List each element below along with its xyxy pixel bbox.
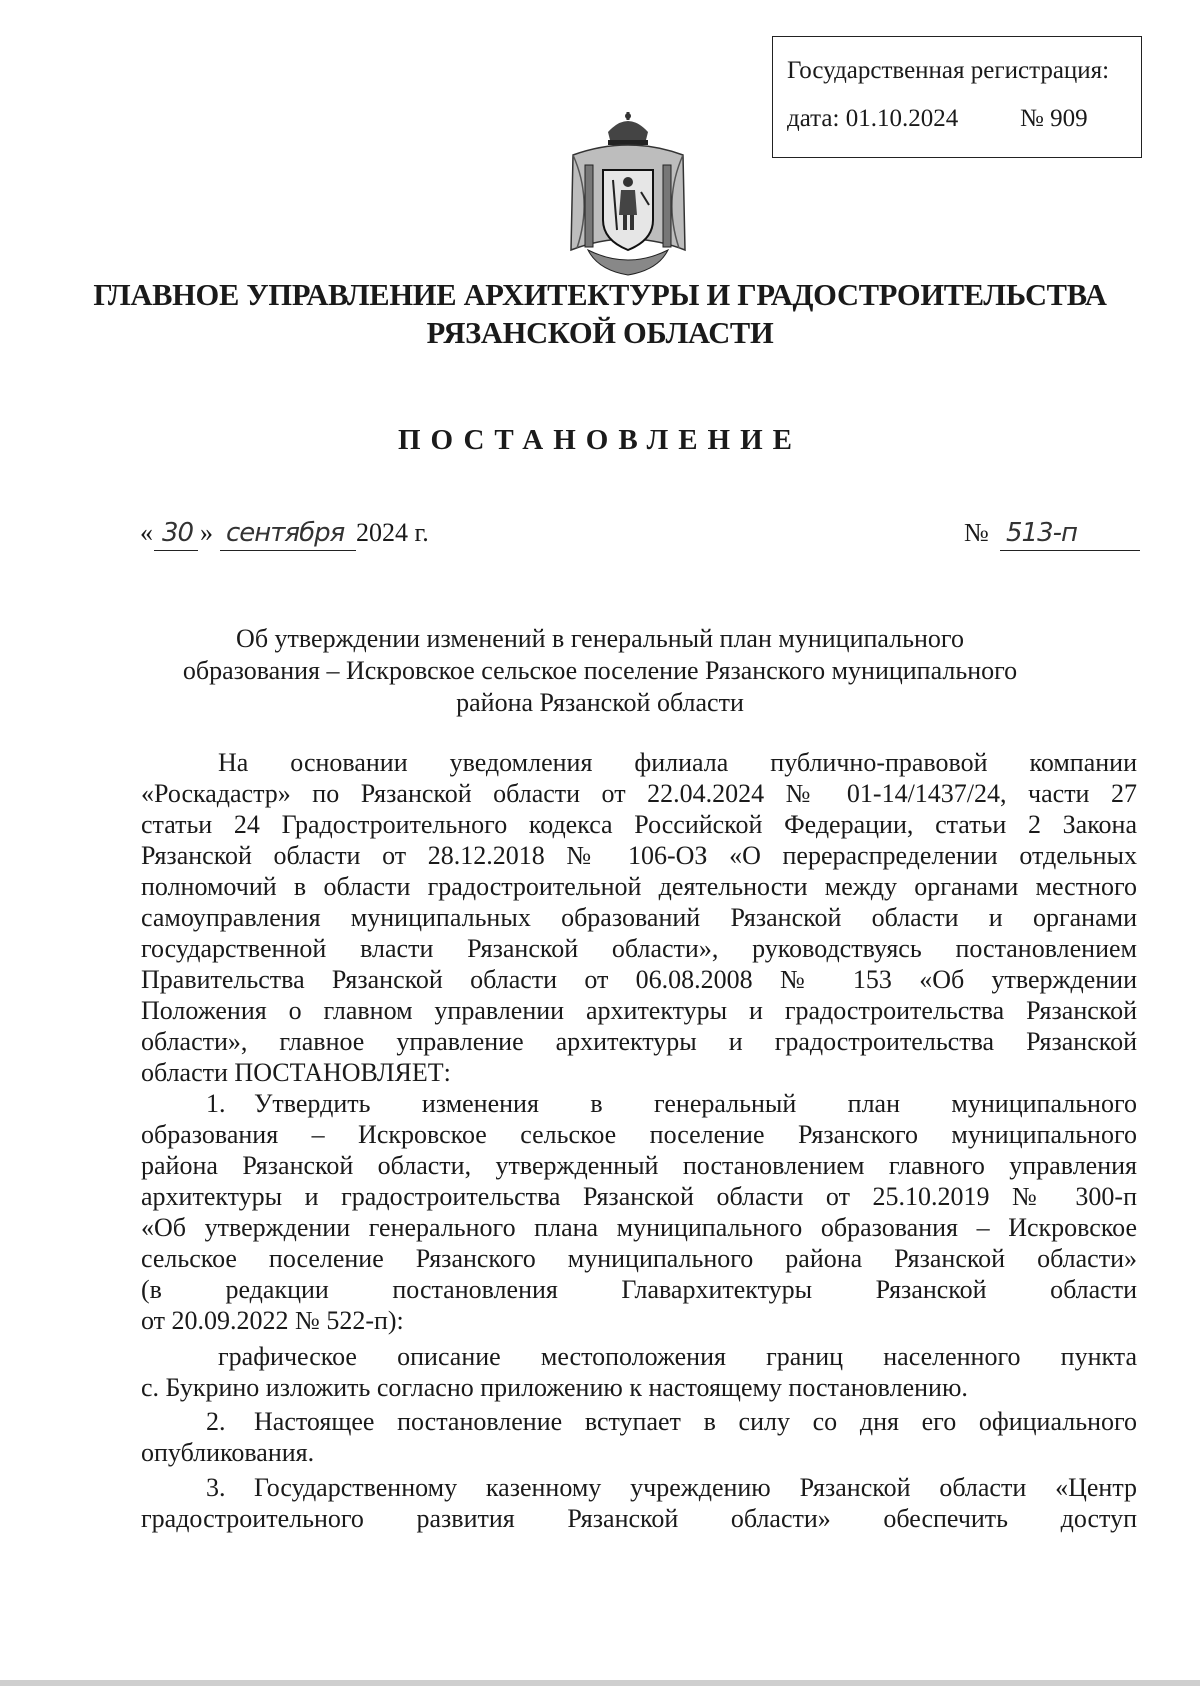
- item-1-sub-line: с. Букрино изложить согласно приложению к настоящему постановлению.: [141, 1373, 968, 1402]
- item-3-line: градостроительного развития Рязанской области» обеспечить доступ: [141, 1504, 1137, 1533]
- body-line: статьи 24 Градостроительного кодекса Российской Федерации, статьи 2 Закона: [141, 810, 1137, 839]
- body-line: области ПОСТАНОВЛЯЕТ:: [141, 1058, 451, 1087]
- document-date: [140, 518, 500, 558]
- date-open-quote: «: [140, 518, 153, 547]
- subject-line-1: Об утверждении изменений в генеральный план муниципального: [236, 624, 964, 653]
- body-line: самоуправления муниципальных образований Рязанской области и органами: [141, 903, 1137, 932]
- document-number-underline: [1000, 550, 1140, 551]
- registration-stamp: [772, 36, 1142, 158]
- item-1-line: (в редакции постановления Главархитектуры Рязанской области: [141, 1275, 1137, 1304]
- organization-title-line-2: РЯЗАНСКОЙ ОБЛАСТИ: [426, 316, 774, 350]
- body-line: Правительства Рязанской области от 06.08.2008 № 153 «Об утверждении: [141, 965, 1137, 994]
- subject-line-3: района Рязанской области: [456, 688, 744, 717]
- scan-bottom-edge: [0, 1680, 1200, 1686]
- item-1-line: «Об утверждении генерального плана муниципального образования – Искровское: [141, 1213, 1137, 1242]
- body-line: полномочий в области градостроительной деятельности между органами местного: [141, 872, 1137, 901]
- item-1-line: района Рязанской области, утвержденный постановлением главного управления: [141, 1151, 1137, 1180]
- document-type: ПОСТАНОВЛЕНИЕ: [397, 424, 802, 456]
- body-line: «Роскадастр» по Рязанской области от 22.04.2024 № 01-14/1437/24, части 27: [141, 779, 1137, 808]
- body-line: На основании уведомления филиала публично-правовой компании: [218, 748, 1137, 777]
- item-2-line: 2. Настоящее постановление вступает в силу со дня его официального: [206, 1407, 1137, 1436]
- item-2-number: 2.: [206, 1407, 226, 1436]
- date-day-underline: [154, 550, 198, 551]
- item-1-line: от 20.09.2022 № 522-п):: [141, 1306, 404, 1335]
- body-line: Рязанской области от 28.12.2018 № 106-ОЗ «О перераспределении отдельных: [141, 841, 1137, 870]
- item-1-sub-line: графическое описание местоположения границ населенного пункта: [218, 1342, 1137, 1371]
- document-number: [964, 518, 1144, 558]
- date-month-underline: [220, 550, 356, 551]
- body-line: Положения о главном управлении архитектуры и градостроительства Рязанской: [141, 996, 1137, 1025]
- body-line: государственной власти Рязанской области», руководствуясь постановлением: [141, 934, 1137, 963]
- date-close-quote: »: [200, 518, 213, 547]
- item-1-line: образования – Искровское сельское поселение Рязанского муниципального: [141, 1120, 1137, 1149]
- date-year: 2024 г.: [356, 518, 429, 547]
- subject-line-2: образования – Искровское сельское поселение Рязанского муниципального: [182, 656, 1018, 685]
- date-month: сентября: [226, 518, 345, 548]
- item-1-line: архитектуры и градостроительства Рязанской области от 25.10.2019 № 300-п: [141, 1182, 1137, 1211]
- document-number-prefix: №: [964, 518, 989, 547]
- item-1-line: сельское поселение Рязанского муниципального района Рязанской области»: [141, 1244, 1137, 1273]
- item-1-number: 1.: [206, 1089, 226, 1118]
- registration-date: дата: 01.10.2024: [787, 105, 959, 132]
- registration-title: Государственная регистрация:: [787, 57, 1110, 84]
- registration-number: № 909: [1020, 105, 1088, 132]
- date-day: 30: [162, 518, 194, 548]
- body-line: области», главное управление архитектуры и градостроительства Рязанской: [141, 1027, 1137, 1056]
- organization-title-line-1: ГЛАВНОЕ УПРАВЛЕНИЕ АРХИТЕКТУРЫ И ГРАДОСТРОИТЕЛЬСТВА: [93, 278, 1107, 312]
- document-number-value: 513-п: [1006, 518, 1078, 548]
- item-1-line: 1. Утвердить изменения в генеральный план муниципального: [206, 1089, 1137, 1118]
- ryazan-coat-of-arms-icon: [563, 110, 693, 280]
- item-3-number: 3.: [206, 1473, 226, 1502]
- item-3-line: 3. Государственному казенному учреждению Рязанской области «Центр: [206, 1473, 1137, 1502]
- item-2-line: опубликования.: [141, 1438, 315, 1467]
